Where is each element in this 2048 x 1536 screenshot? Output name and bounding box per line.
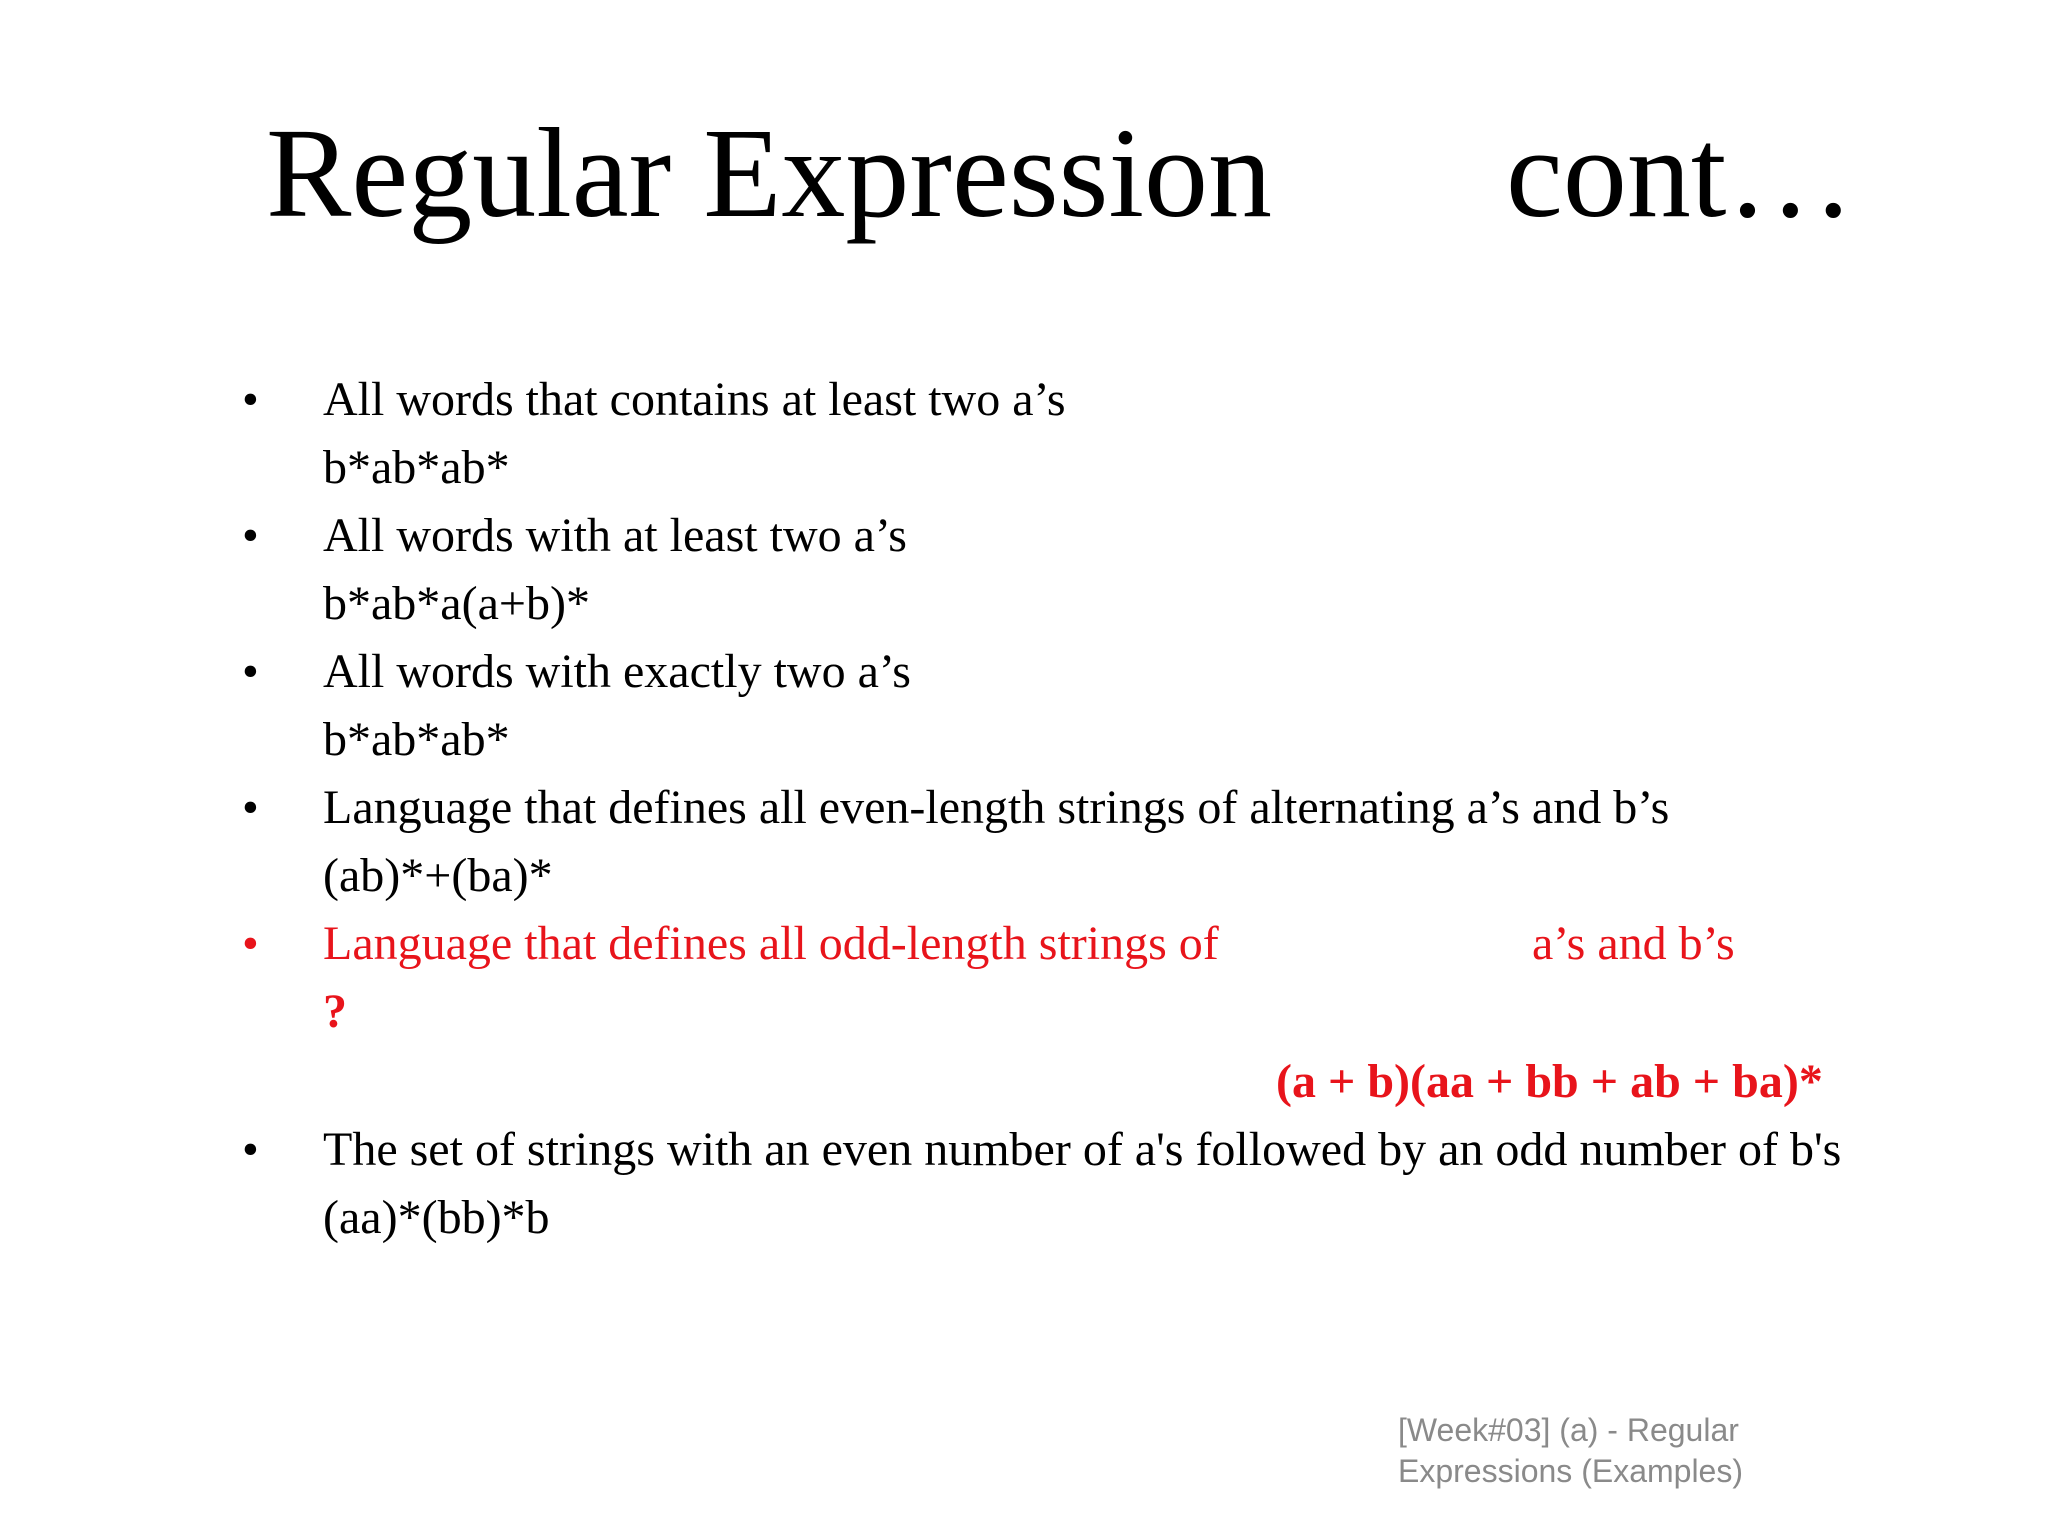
bullet-marker: • bbox=[242, 373, 259, 426]
bullet-text: All words with at least two a’s bbox=[323, 509, 907, 562]
footer-line-2: Expressions (Examples) bbox=[1398, 1453, 1743, 1489]
bullet-text-highlight: Language that defines all odd-length strings of bbox=[323, 917, 1219, 970]
bullet-text-highlight-right: a’s and b’s bbox=[1532, 917, 1735, 970]
bullet-marker: • bbox=[242, 645, 259, 698]
regex-expression: (aa)*(bb)*b bbox=[323, 1191, 550, 1244]
bullet-marker: • bbox=[242, 1123, 259, 1176]
bullet-text: All words that contains at least two a’s bbox=[323, 373, 1066, 426]
bullet-text: All words with exactly two a’s bbox=[323, 645, 911, 698]
question-mark: ? bbox=[323, 985, 347, 1038]
footer-line-1: [Week#03] (a) - Regular bbox=[1398, 1412, 1739, 1448]
regex-expression: b*ab*ab* bbox=[323, 441, 510, 494]
answer-expression: (a + b)(aa + bb + ab + ba)* bbox=[1276, 1055, 1823, 1108]
slide-title: Regular Expression bbox=[266, 102, 1272, 244]
slide-title-suffix: cont… bbox=[1506, 102, 1855, 244]
slide-footer bbox=[1398, 1410, 1798, 1492]
bullet-marker-highlight: • bbox=[242, 917, 259, 970]
regex-expression: b*ab*ab* bbox=[323, 713, 510, 766]
regex-expression: b*ab*a(a+b)* bbox=[323, 577, 590, 630]
regex-expression: (ab)*+(ba)* bbox=[323, 849, 553, 902]
bullet-text: Language that defines all even-length strings of alternating a’s and b’s bbox=[323, 781, 1670, 834]
bullet-text: The set of strings with an even number of a's followed by an odd number of b's bbox=[323, 1123, 1842, 1176]
bullet-marker: • bbox=[242, 781, 259, 834]
bullet-marker: • bbox=[242, 509, 259, 562]
